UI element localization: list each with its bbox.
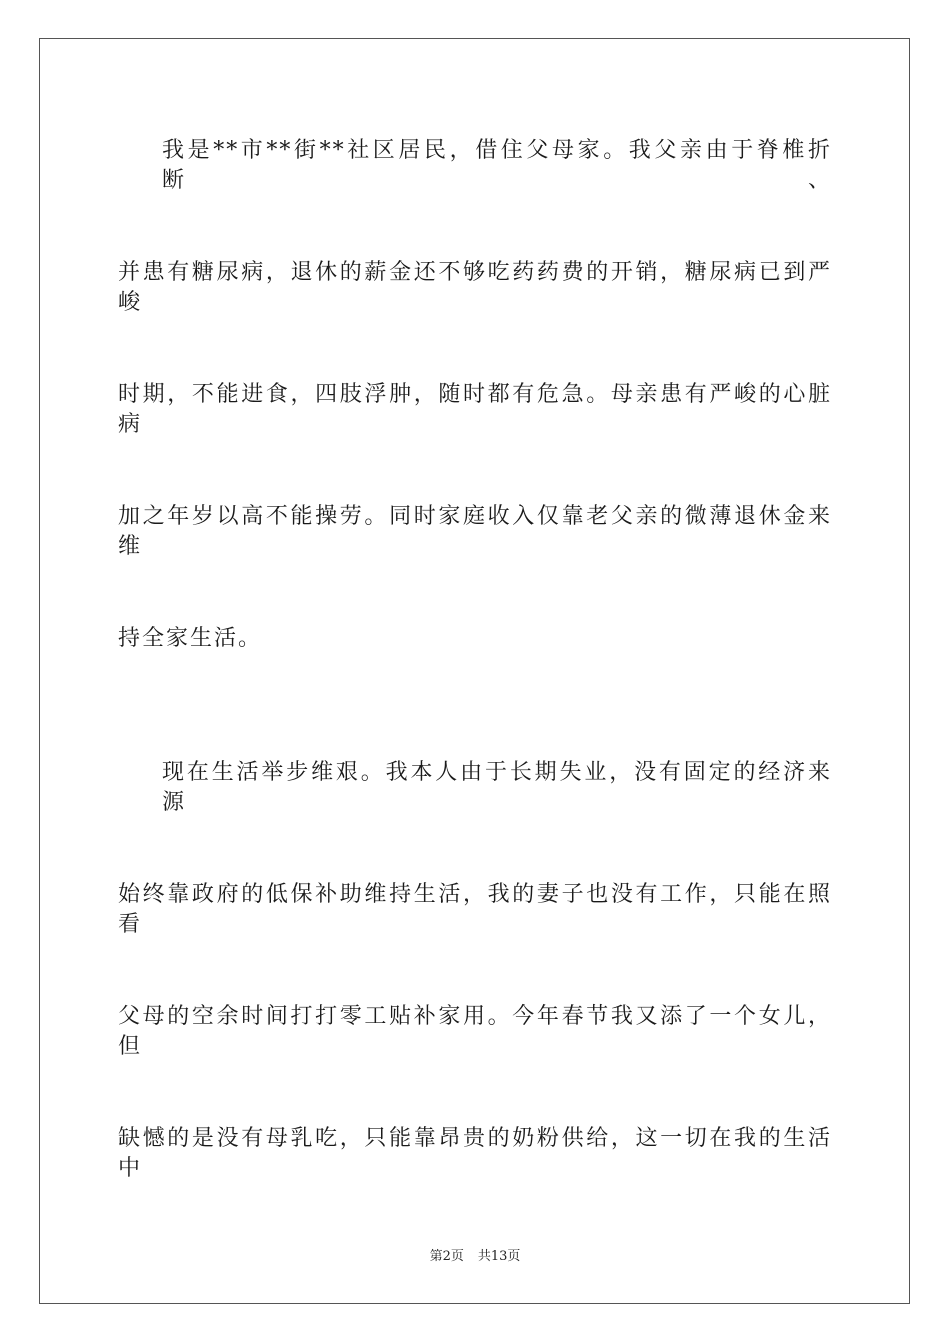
paragraph-1-line-2: 并患有糖尿病，退休的薪金还不够吃药药费的开销，糖尿病已到严峻 [118, 260, 832, 315]
page-number: 第2页 [429, 1249, 464, 1264]
paragraph-1-line-4: 加之年岁以高不能操劳。同时家庭收入仅靠老父亲的微薄退休金来维 [118, 504, 832, 559]
paragraph-2-line-4: 缺憾的是没有母乳吃，只能靠昂贵的奶粉供给，这一切在我的生活中 [118, 1126, 832, 1181]
paragraph-2-line-1: 现在生活举步维艰。我本人由于长期失业，没有固定的经济来源 [162, 760, 832, 815]
paragraph-1-line-3: 时期，不能进食，四肢浮肿，随时都有危急。母亲患有严峻的心脏病 [118, 382, 832, 437]
page-border [39, 38, 910, 1304]
paragraph-2-line-3: 父母的空余时间打打零工贴补家用。今年春节我又添了一个女儿，但 [118, 1004, 832, 1059]
total-pages: 共13页 [477, 1249, 521, 1264]
paragraph-1-line-5: 持全家生活。 [118, 626, 263, 651]
paragraph-2-line-2: 始终靠政府的低保补助维持生活，我的妻子也没有工作，只能在照看 [118, 882, 832, 937]
paragraph-1-line-1: 我是**市**街**社区居民，借住父母家。我父亲由于脊椎折断、 [162, 138, 832, 193]
page-footer [0, 1248, 950, 1266]
